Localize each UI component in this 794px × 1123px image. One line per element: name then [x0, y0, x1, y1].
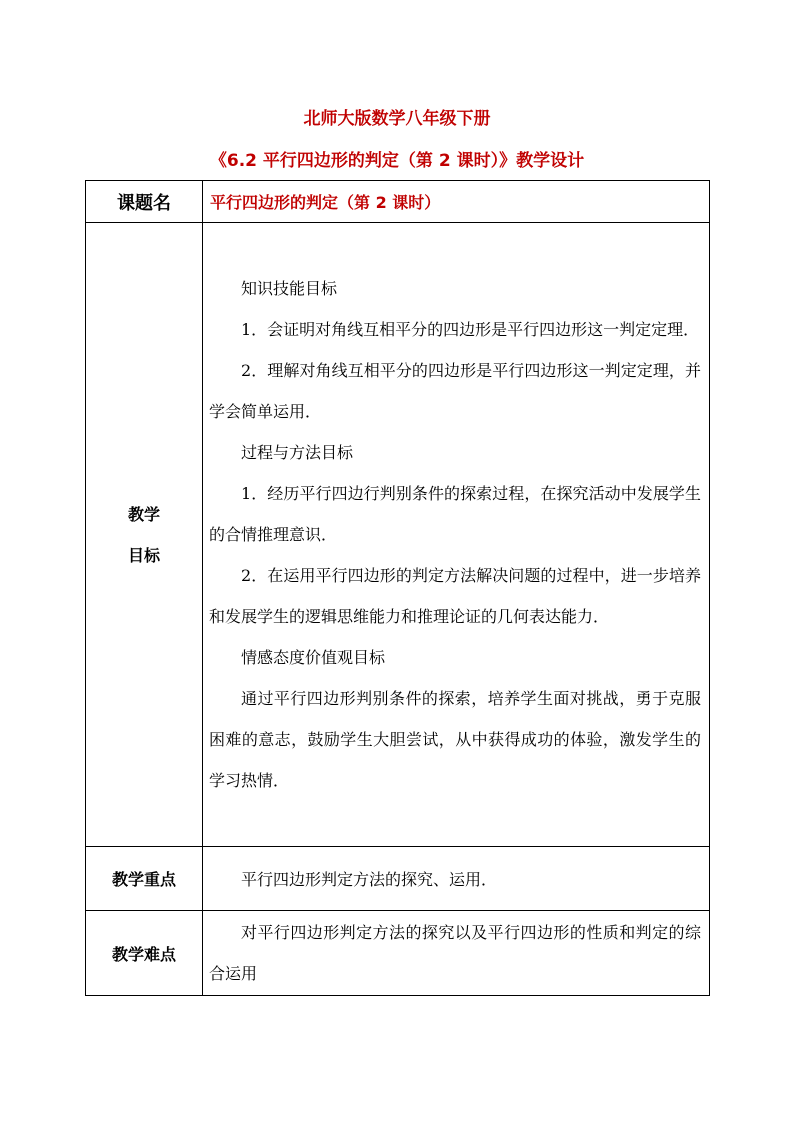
goals-label — [86, 223, 203, 847]
topic-label: 课题名 — [86, 181, 203, 223]
difficulty-cell — [203, 911, 710, 996]
topic-value: 平行四边形的判定（第 2 课时） — [203, 181, 710, 223]
goal-item: 1．会证明对角线互相平分的四边形是平行四边形这一判定定理． — [241, 320, 700, 339]
goals-content — [203, 223, 710, 847]
goals-label-line2: 目标 — [127, 545, 160, 565]
goal-heading-emotion: 情感态度价值观目标 — [241, 648, 386, 667]
key-point-row — [86, 847, 710, 911]
topic-row — [86, 181, 710, 223]
goal-heading-process: 过程与方法目标 — [241, 443, 354, 462]
difficulty-row — [86, 911, 710, 996]
difficulty-value: 对平行四边形判定方法的探究以及平行四边形的性质和判定的综合运用 — [209, 923, 701, 983]
goal-item: 1．经历平行四边行判别条件的探索过程，在探究活动中发展学生的合情推理意识． — [209, 484, 701, 544]
key-point-label: 教学重点 — [86, 847, 203, 911]
key-point-value: 平行四边形判定方法的探究、运用． — [241, 870, 498, 889]
goals-label-line1: 教学 — [127, 504, 160, 524]
goal-item: 2．在运用平行四边形的判定方法解决问题的过程中，进一步培养和发展学生的逻辑思维能力和推理论证的几何表达能力． — [209, 566, 701, 626]
goal-item: 2．理解对角线互相平分的四边形是平行四边形这一判定定理，并学会简单运用． — [209, 361, 701, 421]
goal-heading-knowledge: 知识技能目标 — [241, 279, 338, 298]
key-point-cell — [203, 847, 710, 911]
goal-item: 通过平行四边形判别条件的探索，培养学生面对挑战，勇于克服困难的意志，鼓励学生大胆尝试，从中获得成功的体验，激发学生的学习热情． — [209, 689, 701, 790]
document-title: 北师大版数学八年级下册 — [303, 109, 491, 129]
difficulty-label: 教学难点 — [86, 911, 203, 996]
goals-row — [86, 223, 710, 847]
document-subtitle: 《6.2 平行四边形的判定（第 2 课时）》教学设计 — [209, 151, 585, 171]
lesson-plan-table — [85, 180, 710, 996]
